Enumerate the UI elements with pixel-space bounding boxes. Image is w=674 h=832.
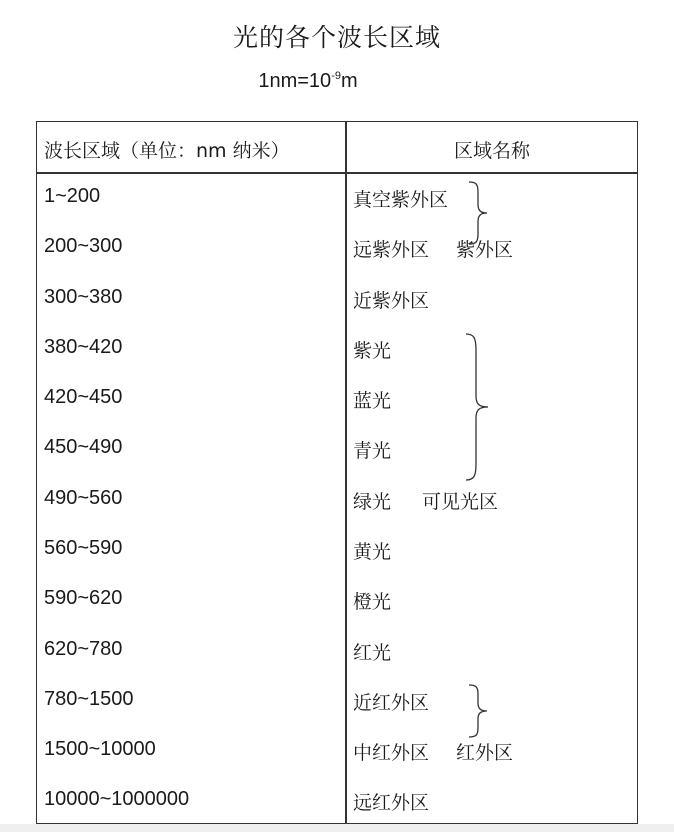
brace-visible-icon	[464, 332, 492, 482]
column-divider	[345, 122, 347, 823]
range-cell: 490~560	[44, 487, 123, 509]
range-cell: 380~420	[44, 336, 123, 358]
region-name-cell: 近红外区	[353, 692, 430, 714]
region-name-cell: 蓝光	[353, 390, 392, 412]
page-title: 光的各个波长区域	[232, 23, 441, 52]
group-label-infrared: 红外区	[456, 742, 514, 764]
region-name-cell: 近紫外区	[353, 290, 430, 312]
region-name-cell: 红光	[353, 642, 392, 664]
header-divider	[37, 172, 637, 174]
header-wavelength: 波长区域（单位：nm 纳米）	[44, 140, 290, 162]
region-name-cell: 橙光	[353, 591, 392, 613]
range-cell: 420~450	[44, 386, 123, 408]
region-name-cell: 真空紫外区	[353, 189, 449, 211]
region-name-cell: 绿光	[353, 491, 392, 513]
range-cell: 780~1500	[44, 688, 134, 710]
formula-unit: m	[340, 70, 358, 92]
region-name-cell: 青光	[353, 440, 392, 462]
region-name-cell: 远紫外区	[353, 239, 430, 261]
range-cell: 1500~10000	[44, 738, 156, 760]
wavelength-table	[36, 121, 638, 824]
range-cell: 560~590	[44, 537, 123, 559]
range-cell: 300~380	[44, 286, 123, 308]
page-bottom-margin	[0, 824, 674, 832]
header-region-name: 区域名称	[453, 140, 530, 162]
range-cell: 200~300	[44, 235, 123, 257]
unit-formula	[0, 70, 616, 93]
formula-exponent: -9	[331, 70, 341, 82]
region-name-cell: 黄光	[353, 541, 392, 563]
range-cell: 1~200	[44, 185, 101, 207]
range-cell: 620~780	[44, 638, 123, 660]
group-label-visible: 可见光区	[422, 491, 499, 513]
range-cell: 590~620	[44, 587, 123, 609]
brace-infrared-icon	[467, 683, 493, 739]
brace-ultraviolet-icon	[467, 180, 493, 246]
region-name-cell: 紫光	[353, 340, 392, 362]
region-name-cell: 远红外区	[353, 792, 430, 814]
region-name-cell: 中红外区	[353, 742, 430, 764]
range-cell: 450~490	[44, 436, 123, 458]
formula-base: 1nm=10	[258, 70, 332, 92]
range-cell: 10000~1000000	[44, 788, 190, 810]
group-label-ultraviolet: 紫外区	[456, 239, 514, 261]
